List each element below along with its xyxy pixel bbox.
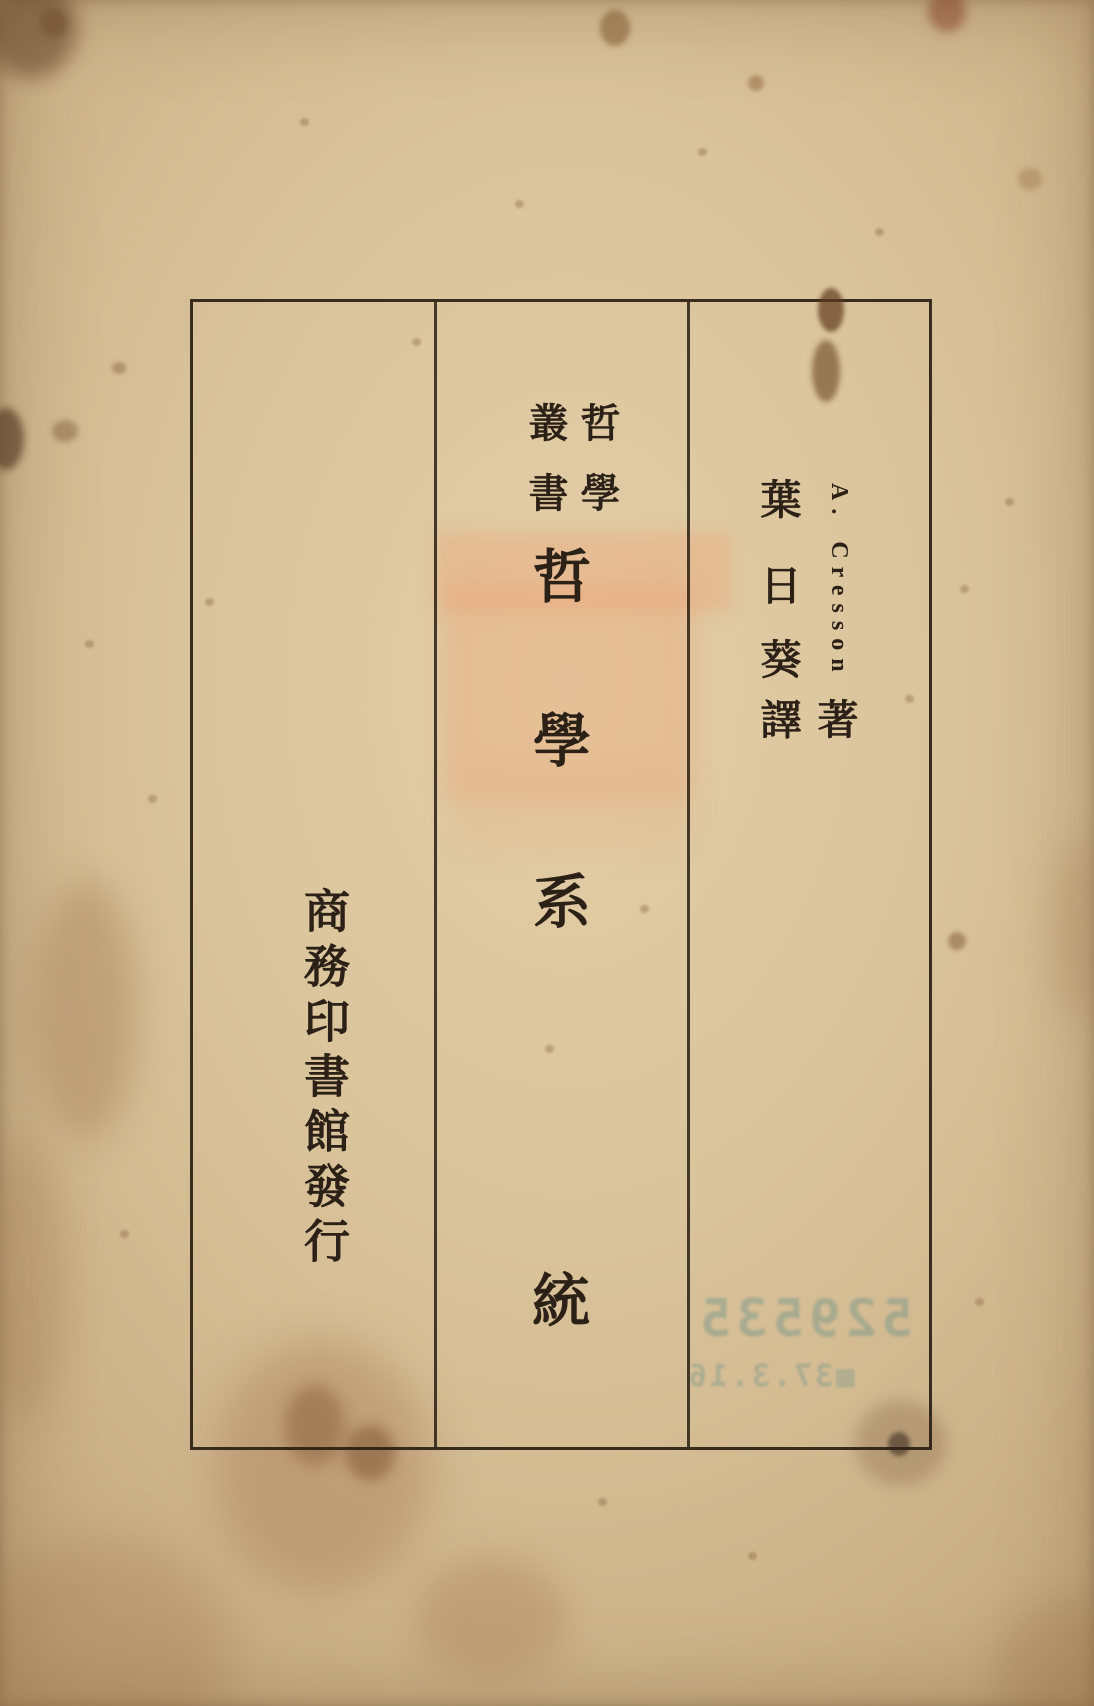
stamp-date-code: ▩37.3.16 xyxy=(685,1359,855,1394)
stain xyxy=(40,8,68,38)
stain xyxy=(0,0,77,78)
freckle xyxy=(300,118,309,126)
stain xyxy=(35,878,137,1140)
translator-char-1: 葉 xyxy=(760,476,802,524)
translator-role: 譯 xyxy=(760,696,802,744)
freckle xyxy=(875,228,884,236)
stain xyxy=(112,362,126,374)
series-label-right-column: 哲學 xyxy=(574,402,621,542)
stain xyxy=(948,932,966,950)
series-label-left-column: 叢書 xyxy=(522,402,569,542)
stain xyxy=(52,420,78,442)
stain xyxy=(928,0,966,32)
author-name: A. Cresson xyxy=(826,483,852,680)
stain xyxy=(748,75,764,91)
freckle xyxy=(698,148,707,156)
stain xyxy=(600,10,630,46)
freckle xyxy=(148,795,157,803)
column-divider-right xyxy=(687,302,690,1447)
freckle xyxy=(1005,498,1014,506)
stamp-accession-number: 529535 xyxy=(695,1289,913,1349)
freckle xyxy=(960,585,969,593)
book-title-char-4: 統 xyxy=(531,1267,590,1335)
author-role: 著 xyxy=(817,696,859,744)
stain xyxy=(1018,168,1042,190)
column-divider-left xyxy=(434,302,437,1447)
freckle xyxy=(598,1498,607,1506)
stain xyxy=(415,1558,567,1676)
freckle xyxy=(85,640,94,648)
freckle xyxy=(515,200,524,208)
stain xyxy=(0,1540,232,1706)
translator-char-2: 日 xyxy=(760,562,802,610)
translator-char-3: 葵 xyxy=(760,636,802,684)
stain xyxy=(1050,838,1094,1020)
stain xyxy=(0,408,24,470)
stain xyxy=(995,1598,1094,1706)
book-title-char-3: 系 xyxy=(532,868,591,936)
freckle xyxy=(120,1230,129,1238)
book-title-char-2: 學 xyxy=(532,707,591,775)
freckle xyxy=(748,1552,757,1560)
freckle xyxy=(975,1298,984,1306)
publisher-line: 商務印書館發行 xyxy=(297,887,351,1272)
stain xyxy=(0,1140,70,1422)
book-title-char-1: 哲 xyxy=(532,543,591,611)
